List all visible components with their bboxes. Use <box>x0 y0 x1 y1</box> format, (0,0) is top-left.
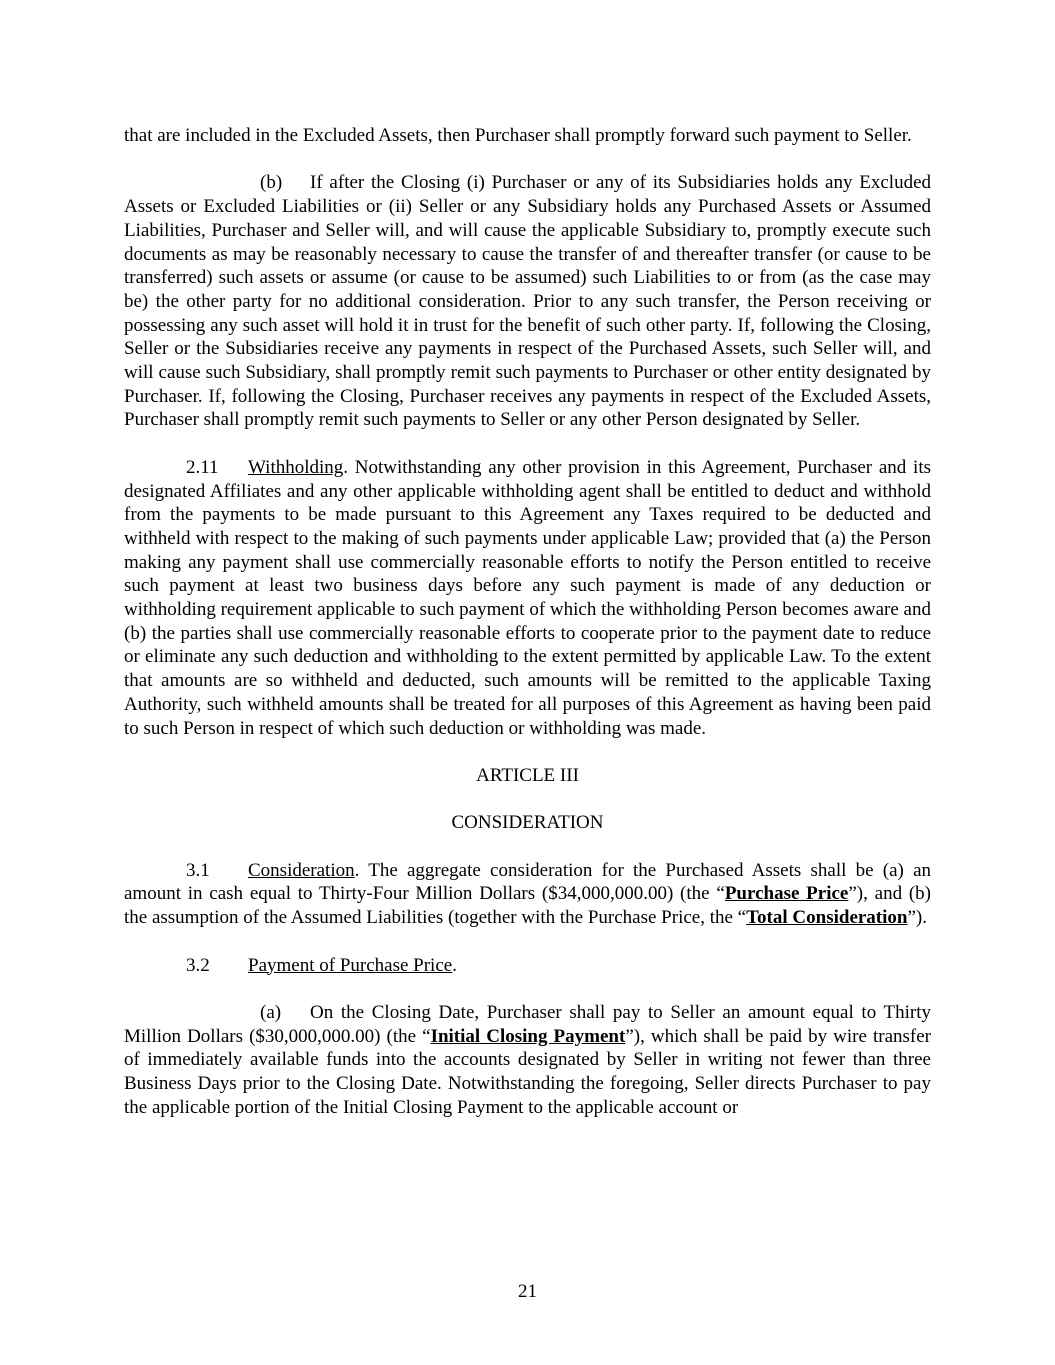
page-number: 21 <box>518 1281 537 1302</box>
defined-term-initial-closing-payment: Initial Closing Payment <box>430 1025 626 1047</box>
section-number: 3.2 <box>186 954 210 976</box>
section-text: . The aggregate consideration for the Purchased Assets shall be (a) an amount in cash equal to Thirty-Four Million Dollars ($34,000,000.00) (the “ <box>124 859 931 905</box>
section-heading: Withholding <box>248 456 344 478</box>
subsection-text: On the Closing Date, Purchaser shall pay to Seller an amount equal to Thirty Million Dollars ($30,000,000.00) (the “ <box>124 1001 931 1047</box>
section-2-11 <box>124 456 931 740</box>
section-text: ”), and (b) the assumption of the Assumed Liabilities (together with the Purchase Price, the “ <box>124 883 931 929</box>
subsection-text: ”), which shall be paid by wire transfer of immediately available funds into the accounts designated by Seller in writing not fewer than three Business Days prior to the Closing Date. Notwithstanding the foregoing, Seller directs Purchaser to pay the applicable portion of the Initial Closing Payment to the applicable account or <box>124 1025 931 1118</box>
section-3-1 <box>124 859 931 930</box>
section-text: . Notwithstanding any other provision in this Agreement, Purchaser and its designated Affiliates and any other applicable withholding agent shall be entitled to deduct and withhold from the payments to be made pursuant to this Agreement any Taxes required to be deducted and withheld with respect to the making of such payments under applicable Law; provided that (a) the Person making any payment shall use commercially reasonable efforts to notify the Person entitled to receive such payment at least two business days before any such payment is made of any deduction or withholding requirement applicable to such payment of which the withholding Person becomes aware and (b) the parties shall use commercially reasonable efforts to cooperate prior to the payment date to reduce or eliminate any such deduction and withholding to the extent permitted by applicable Law. To the extent that amounts are so withheld and deducted, such amounts will be remitted to the applicable Taxing Authority, such withheld amounts shall be treated for all purposes of this Agreement as having been paid to such Person in respect of which such deduction or withholding was made. <box>124 456 931 739</box>
subsection-label: (b) <box>260 172 283 194</box>
subsection-label: (a) <box>260 1001 282 1023</box>
defined-term-purchase-price: Purchase Price <box>724 883 849 905</box>
article-title: CONSIDERATION <box>451 812 604 834</box>
section-heading: Consideration <box>248 859 355 881</box>
section-3-2 <box>124 954 931 978</box>
section-text: ”). <box>907 907 927 929</box>
subsection-text: If after the Closing (i) Purchaser or any of its Subsidiaries holds any Excluded Assets or Excluded Liabilities or (ii) Seller or any Subsidiary holds any Purchased Assets or Assumed Liabilities, Purchaser and Seller will, and will cause the applicable Subsidiary to, promptly execute such documents as may be reasonably necessary to cause the transfer of and thereafter transfer (or cause to be transferred) such assets or assume (or cause to be assumed) such Liabilities to or from (as the case may be) the other party for no additional consideration. Prior to any such transfer, the Person receiving or possessing any such asset will hold it in trust for the benefit of such other party. If, following the Closing, Seller or the Subsidiaries receive any payments in respect of the Purchased Assets, such Seller will, and will cause such Subsidiary, shall promptly remit such payments to Purchaser or other entity designated by Purchaser. If, following the Closing, Purchaser receives any payments in respect of the Excluded Assets, Purchaser shall promptly remit such payments to Seller or any other Person designated by Seller. <box>124 172 931 431</box>
article-number: ARTICLE III <box>476 764 579 786</box>
defined-term-total-consideration: Total Consideration <box>746 907 908 929</box>
section-number: 2.11 <box>186 456 219 478</box>
section-period: . <box>452 954 457 976</box>
section-number: 3.1 <box>186 859 210 881</box>
paragraph-continued: that are included in the Excluded Assets, then Purchaser shall promptly forward such payment to Seller. <box>124 125 912 146</box>
paragraph-2-10-b <box>124 171 931 432</box>
section-heading: Payment of Purchase Price <box>248 954 453 976</box>
paragraph-3-2-a <box>124 1001 931 1120</box>
document-page <box>124 124 931 1119</box>
